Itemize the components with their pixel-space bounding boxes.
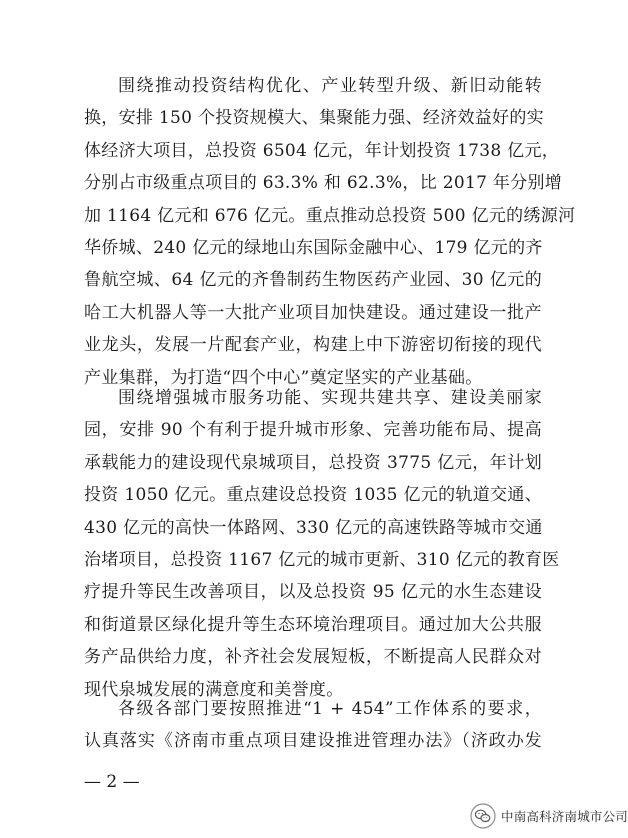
page-number: — 2 — (84, 772, 140, 792)
text-line: 围绕推动投资结构优化、产业转型升级、新旧动能转 (118, 76, 542, 96)
text-line: 哈工大机器人等一大批产业项目加快建设。通过建设一批产 (84, 302, 542, 323)
text-line: 现代泉城发展的满意度和美誉度。 (84, 679, 344, 700)
text-line: 430 亿元的高快一体路网、330 亿元的高速铁路等城市交通 (84, 517, 543, 538)
text-line: 疗提升等民生改善项目，以及总投资 95 亿元的水生态建设 (84, 582, 542, 603)
text-line: 产业集群，为打造“四个中心”奠定坚实的产业基础。 (84, 367, 483, 388)
text-line: 认真落实《济南市重点项目建设推进管理办法》（济政办发 (84, 731, 542, 752)
text-line: 投资 1050 亿元。重点建设总投资 1035 亿元的轨道交通、 (84, 485, 542, 506)
text-line: 分别占市级重点项目的 63.3% 和 62.3%，比 2017 年分别增 (84, 173, 563, 194)
paragraph-1 (84, 70, 576, 394)
wechat-icon (470, 803, 496, 829)
text-line: 务产品供给力度，补齐社会发展短板，不断提高人民群众对 (84, 647, 542, 668)
text-line: 承载能力的建设现代泉城项目，总投资 3775 亿元，年计划 (84, 452, 542, 473)
paragraph-2 (84, 382, 560, 706)
text-line: 业龙头，发展一片配套产业，构建上中下游密切衔接的现代 (84, 335, 542, 356)
text-line: 体经济大项目，总投资 6504 亿元，年计划投资 1738 亿元， (84, 140, 560, 161)
text-line: 加 1164 亿元和 676 亿元。重点推动总投资 500 亿元的绣源河 (84, 205, 576, 226)
text-line: 换，安排 150 个投资规模大、集聚能力强、经济效益好的实 (84, 108, 544, 129)
watermark (470, 803, 628, 829)
text-line: 园，安排 90 个有利于提升城市形象、完善功能布局、提高 (84, 420, 542, 441)
text-line: 鲁航空城、64 亿元的齐鲁制药生物医药产业园、30 亿元的 (84, 270, 542, 291)
text-line: 华侨城、240 亿元的绿地山东国际金融中心、179 亿元的齐 (84, 237, 543, 258)
watermark-text: 中南高科济南城市公司 (501, 809, 628, 824)
text-line: 各级各部门要按照推进“1 + 454”工作体系的要求， (118, 699, 542, 719)
paragraph-3 (84, 693, 542, 758)
text-line: 治堵项目，总投资 1167 亿元的城市更新、310 亿元的教育医 (84, 549, 560, 570)
text-line: 和街道景区绿化提升等生态环境治理项目。通过加大公共服 (84, 614, 542, 635)
text-line: 围绕增强城市服务功能、实现共建共享、建设美丽家 (118, 388, 542, 408)
